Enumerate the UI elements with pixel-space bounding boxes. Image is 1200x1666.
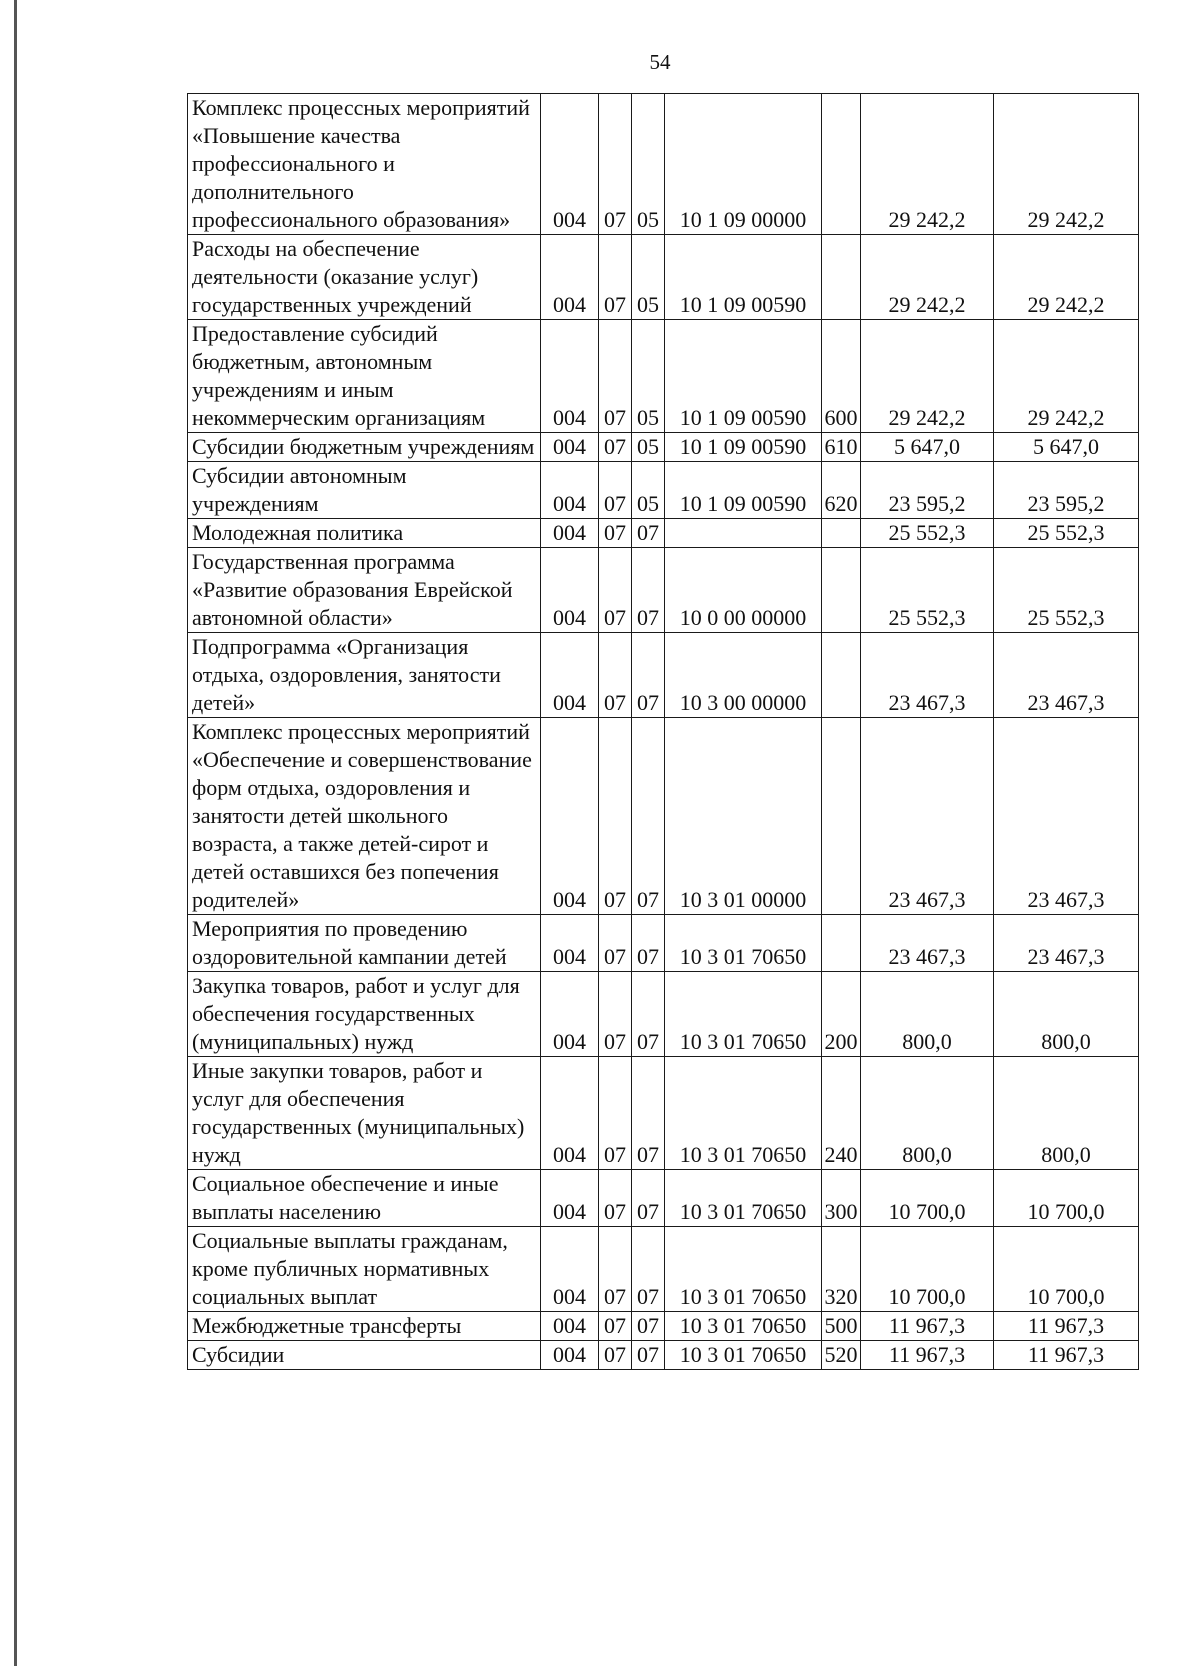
row-target-article-cell: 10 1 09 00590	[665, 320, 822, 433]
row-target-article-cell: 10 3 01 70650	[665, 1057, 822, 1170]
table-row	[188, 94, 1139, 235]
row-section-cell: 07	[599, 1227, 632, 1312]
row-amount-2-cell: 29 242,2	[994, 320, 1139, 433]
row-amount-2-cell: 23 467,3	[994, 718, 1139, 915]
row-subsection-cell: 07	[632, 1227, 665, 1312]
row-name-text: Субсидии бюджетным учреждениям	[192, 434, 535, 459]
row-amount-1-cell: 29 242,2	[861, 320, 994, 433]
row-section-cell: 07	[599, 433, 632, 462]
row-name-cell	[188, 320, 541, 433]
page-number: 54	[649, 50, 671, 74]
row-subsection-cell: 07	[632, 718, 665, 915]
row-ved-cell: 004	[541, 94, 599, 235]
row-expense-type-cell	[822, 519, 861, 548]
row-target-article-cell	[665, 519, 822, 548]
row-name-cell	[188, 1227, 541, 1312]
row-name-text: Социальные выплаты гражданам, кроме публичных нормативных социальных выплат	[192, 1228, 508, 1309]
row-name-cell	[188, 235, 541, 320]
row-amount-2-cell: 10 700,0	[994, 1227, 1139, 1312]
row-ved-cell: 004	[541, 972, 599, 1057]
row-ved-cell: 004	[541, 320, 599, 433]
row-amount-1-cell: 23 467,3	[861, 915, 994, 972]
row-subsection-cell: 05	[632, 433, 665, 462]
row-section-cell: 07	[599, 94, 632, 235]
row-subsection-cell: 05	[632, 462, 665, 519]
row-subsection-cell: 07	[632, 1170, 665, 1227]
row-amount-1-cell: 25 552,3	[861, 519, 994, 548]
row-amount-2-cell: 800,0	[994, 972, 1139, 1057]
row-name-cell	[188, 462, 541, 519]
budget-table	[187, 93, 1139, 1370]
row-amount-1-cell: 5 647,0	[861, 433, 994, 462]
row-name-cell	[188, 548, 541, 633]
row-expense-type-cell	[822, 94, 861, 235]
row-subsection-cell: 07	[632, 1057, 665, 1170]
row-amount-1-cell: 10 700,0	[861, 1170, 994, 1227]
table-row	[188, 1312, 1139, 1341]
row-name-text: Государственная программа «Развитие образования Еврейской автономной области»	[192, 549, 513, 630]
row-expense-type-cell: 520	[822, 1341, 861, 1370]
table-row	[188, 1057, 1139, 1170]
row-amount-1-cell: 29 242,2	[861, 235, 994, 320]
row-target-article-cell: 10 3 01 00000	[665, 718, 822, 915]
row-section-cell: 07	[599, 519, 632, 548]
row-ved-cell: 004	[541, 1341, 599, 1370]
row-name-cell	[188, 972, 541, 1057]
row-name-text: Межбюджетные трансферты	[192, 1313, 462, 1338]
row-target-article-cell: 10 3 01 70650	[665, 915, 822, 972]
row-amount-2-cell: 25 552,3	[994, 548, 1139, 633]
row-section-cell: 07	[599, 1341, 632, 1370]
table-row	[188, 519, 1139, 548]
row-amount-1-cell: 25 552,3	[861, 548, 994, 633]
row-name-text: Предоставление субсидий бюджетным, автономным учреждениям и иным некоммерческим организациям	[192, 321, 486, 430]
row-subsection-cell: 05	[632, 235, 665, 320]
row-ved-cell: 004	[541, 235, 599, 320]
row-expense-type-cell	[822, 235, 861, 320]
row-name-text: Молодежная политика	[192, 520, 404, 545]
table-row	[188, 915, 1139, 972]
row-name-text: Комплекс процессных мероприятий «Повышение качества профессионального и дополнительного профессионального образования»	[192, 95, 530, 232]
table-row	[188, 320, 1139, 433]
row-expense-type-cell: 620	[822, 462, 861, 519]
row-expense-type-cell	[822, 718, 861, 915]
table-row	[188, 1341, 1139, 1370]
row-amount-1-cell: 11 967,3	[861, 1341, 994, 1370]
row-amount-1-cell: 800,0	[861, 972, 994, 1057]
row-section-cell: 07	[599, 320, 632, 433]
table-row	[188, 633, 1139, 718]
row-amount-2-cell: 800,0	[994, 1057, 1139, 1170]
table-row	[188, 433, 1139, 462]
row-target-article-cell: 10 3 01 70650	[665, 1227, 822, 1312]
row-ved-cell: 004	[541, 462, 599, 519]
row-expense-type-cell	[822, 548, 861, 633]
row-amount-2-cell: 29 242,2	[994, 235, 1139, 320]
row-ved-cell: 004	[541, 1227, 599, 1312]
table-row	[188, 462, 1139, 519]
row-expense-type-cell: 240	[822, 1057, 861, 1170]
row-section-cell: 07	[599, 972, 632, 1057]
row-amount-1-cell: 11 967,3	[861, 1312, 994, 1341]
row-ved-cell: 004	[541, 519, 599, 548]
table-row	[188, 718, 1139, 915]
row-amount-2-cell: 23 595,2	[994, 462, 1139, 519]
row-amount-1-cell: 23 467,3	[861, 633, 994, 718]
row-section-cell: 07	[599, 1312, 632, 1341]
row-amount-2-cell: 23 467,3	[994, 915, 1139, 972]
row-amount-2-cell: 23 467,3	[994, 633, 1139, 718]
row-subsection-cell: 07	[632, 1341, 665, 1370]
row-name-text: Подпрограмма «Организация отдыха, оздоровления, занятости детей»	[192, 634, 501, 715]
table-row	[188, 1227, 1139, 1312]
row-section-cell: 07	[599, 548, 632, 633]
row-name-text: Субсидии автономным учреждениям	[192, 463, 407, 516]
row-name-cell	[188, 915, 541, 972]
row-name-text: Мероприятия по проведению оздоровительной кампании детей	[192, 916, 507, 969]
row-amount-1-cell: 29 242,2	[861, 94, 994, 235]
row-amount-2-cell: 25 552,3	[994, 519, 1139, 548]
row-amount-1-cell: 10 700,0	[861, 1227, 994, 1312]
row-amount-1-cell: 23 467,3	[861, 718, 994, 915]
row-amount-2-cell: 29 242,2	[994, 94, 1139, 235]
row-section-cell: 07	[599, 1057, 632, 1170]
binding-edge-line	[14, 0, 17, 1666]
row-subsection-cell: 05	[632, 320, 665, 433]
row-name-text: Комплекс процессных мероприятий «Обеспечение и совершенствование форм отдыха, оздоровления и занятости детей школьного возраста, а также детей-сирот и детей оставшихся без попечения родителей»	[192, 719, 532, 912]
row-name-cell	[188, 633, 541, 718]
row-expense-type-cell	[822, 633, 861, 718]
row-target-article-cell: 10 0 00 00000	[665, 548, 822, 633]
row-name-text: Расходы на обеспечение деятельности (оказание услуг) государственных учреждений	[192, 236, 479, 317]
row-amount-2-cell: 10 700,0	[994, 1170, 1139, 1227]
row-subsection-cell: 07	[632, 915, 665, 972]
row-target-article-cell: 10 3 01 70650	[665, 1170, 822, 1227]
row-name-text: Иные закупки товаров, работ и услуг для обеспечения государственных (муниципальных) нужд	[192, 1058, 525, 1167]
row-expense-type-cell	[822, 915, 861, 972]
row-ved-cell: 004	[541, 1312, 599, 1341]
table-row	[188, 548, 1139, 633]
row-amount-2-cell: 5 647,0	[994, 433, 1139, 462]
row-name-cell	[188, 94, 541, 235]
row-target-article-cell: 10 1 09 00590	[665, 235, 822, 320]
row-name-cell	[188, 1312, 541, 1341]
row-amount-2-cell: 11 967,3	[994, 1312, 1139, 1341]
row-subsection-cell: 05	[632, 94, 665, 235]
row-ved-cell: 004	[541, 633, 599, 718]
row-name-cell	[188, 718, 541, 915]
row-name-cell	[188, 1341, 541, 1370]
row-name-cell	[188, 433, 541, 462]
table-row	[188, 1170, 1139, 1227]
row-amount-1-cell: 800,0	[861, 1057, 994, 1170]
row-expense-type-cell: 200	[822, 972, 861, 1057]
row-section-cell: 07	[599, 915, 632, 972]
row-name-text: Субсидии	[192, 1342, 285, 1367]
row-target-article-cell: 10 3 01 70650	[665, 1341, 822, 1370]
row-name-text: Закупка товаров, работ и услуг для обеспечения государственных (муниципальных) нужд	[192, 973, 520, 1054]
row-target-article-cell: 10 1 09 00590	[665, 462, 822, 519]
row-expense-type-cell: 320	[822, 1227, 861, 1312]
row-section-cell: 07	[599, 235, 632, 320]
row-target-article-cell: 10 3 01 70650	[665, 1312, 822, 1341]
table-row	[188, 235, 1139, 320]
row-subsection-cell: 07	[632, 1312, 665, 1341]
row-ved-cell: 004	[541, 1170, 599, 1227]
row-ved-cell: 004	[541, 433, 599, 462]
row-ved-cell: 004	[541, 718, 599, 915]
row-ved-cell: 004	[541, 548, 599, 633]
row-ved-cell: 004	[541, 915, 599, 972]
row-subsection-cell: 07	[632, 972, 665, 1057]
row-name-text: Социальное обеспечение и иные выплаты населению	[192, 1171, 499, 1224]
row-expense-type-cell: 600	[822, 320, 861, 433]
row-ved-cell: 004	[541, 1057, 599, 1170]
row-expense-type-cell: 300	[822, 1170, 861, 1227]
row-expense-type-cell: 500	[822, 1312, 861, 1341]
table-row	[188, 972, 1139, 1057]
row-name-cell	[188, 1057, 541, 1170]
row-subsection-cell: 07	[632, 519, 665, 548]
row-section-cell: 07	[599, 1170, 632, 1227]
row-target-article-cell: 10 1 09 00590	[665, 433, 822, 462]
row-expense-type-cell: 610	[822, 433, 861, 462]
row-target-article-cell: 10 3 01 70650	[665, 972, 822, 1057]
row-section-cell: 07	[599, 633, 632, 718]
row-amount-1-cell: 23 595,2	[861, 462, 994, 519]
row-section-cell: 07	[599, 718, 632, 915]
row-amount-2-cell: 11 967,3	[994, 1341, 1139, 1370]
row-subsection-cell: 07	[632, 548, 665, 633]
row-name-cell	[188, 1170, 541, 1227]
row-section-cell: 07	[599, 462, 632, 519]
budget-table-body	[188, 94, 1139, 1370]
row-target-article-cell: 10 3 00 00000	[665, 633, 822, 718]
row-target-article-cell: 10 1 09 00000	[665, 94, 822, 235]
row-subsection-cell: 07	[632, 633, 665, 718]
row-name-cell	[188, 519, 541, 548]
